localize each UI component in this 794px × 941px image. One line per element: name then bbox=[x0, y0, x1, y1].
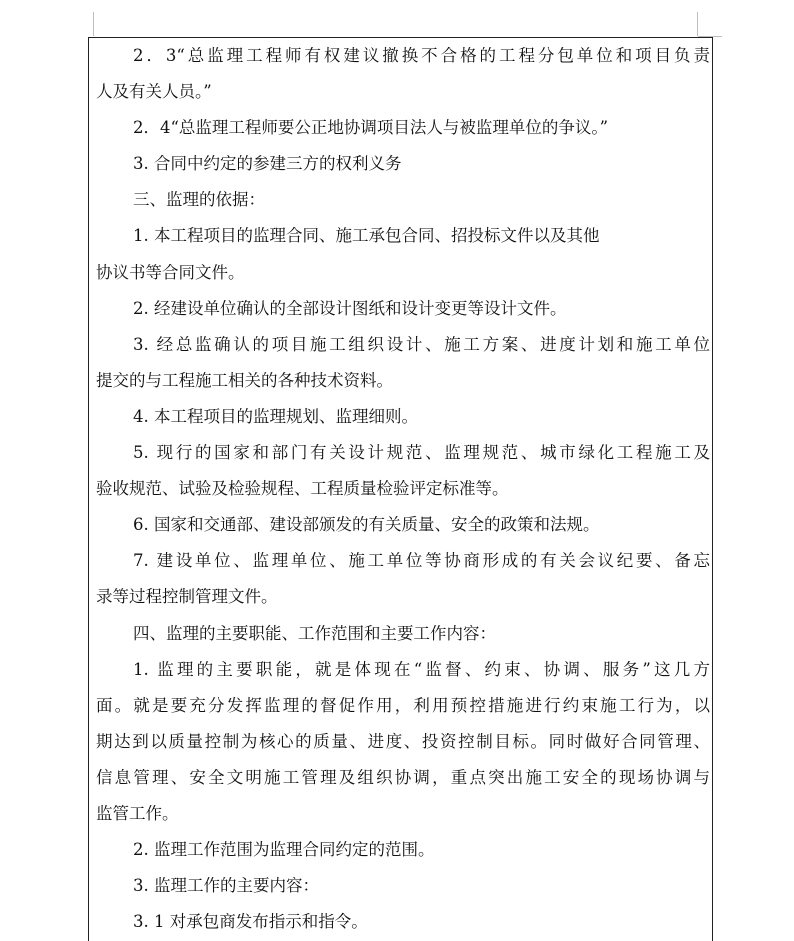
text-line: 三、监理的依据： bbox=[133, 190, 265, 210]
text-line: 2. 监理工作范围为监理合同约定的范围。 bbox=[133, 840, 435, 860]
text-line: 6. 国家和交通部、建设部颁发的有关质量、安全的政策和法规。 bbox=[133, 515, 600, 535]
text-line: 2．4“总监理工程师要公正地协调项目法人与被监理单位的争议。” bbox=[133, 118, 609, 138]
text-line: 信息管理、安全文明施工管理及组织协调，重点突出施工安全的现场协调与 bbox=[96, 767, 710, 787]
text-line: 四、监理的主要职能、工作范围和主要工作内容： bbox=[133, 623, 496, 643]
text-line: 1. 监理的主要职能，就是体现在“监督、约束、协调、服务”这几方 bbox=[133, 659, 710, 679]
text-line: 3. 监理工作的主要内容： bbox=[133, 876, 319, 896]
text-line: 提交的与工程施工相关的各种技术资料。 bbox=[96, 370, 393, 390]
text-line: 协议书等合同文件。 bbox=[96, 262, 245, 282]
text-line: 3. 1 对承包商发布指示和指令。 bbox=[133, 912, 368, 932]
text-line: 1. 本工程项目的监理合同、施工承包合同、招投标文件以及其他 bbox=[133, 226, 600, 246]
text-line: 7. 建设单位、监理单位、施工单位等协商形成的有关会议纪要、备忘 bbox=[133, 551, 710, 571]
page-corner-mark-right bbox=[697, 12, 698, 36]
text-line: 人及有关人员。” bbox=[96, 82, 212, 102]
text-line: 面。就是要充分发挥监理的督促作用，利用预控措施进行约束施工行为，以 bbox=[96, 695, 710, 715]
text-line: 3. 合同中约定的参建三方的权利义务 bbox=[133, 154, 402, 174]
text-line: 2．3“总监理工程师有权建议撤换不合格的工程分包单位和项目负责 bbox=[133, 46, 710, 65]
text-line: 录等过程控制管理文件。 bbox=[96, 587, 278, 607]
document-body bbox=[96, 38, 710, 940]
text-line: 4. 本工程项目的监理规划、监理细则。 bbox=[133, 406, 418, 426]
text-line: 监管工作。 bbox=[96, 803, 179, 823]
text-line: 验收规范、试验及检验规程、工程质量检验评定标准等。 bbox=[96, 479, 509, 499]
text-line: 5. 现行的国家和部门有关设计规范、监理规范、城市绿化工程施工及 bbox=[133, 443, 710, 463]
text-line: 3. 经总监确认的项目施工组织设计、施工方案、进度计划和施工单位 bbox=[133, 334, 710, 354]
text-line: 2. 经建设单位确认的全部设计图纸和设计变更等设计文件。 bbox=[133, 298, 567, 318]
page-corner-mark-left bbox=[93, 12, 94, 36]
text-line: 期达到以质量控制为核心的质量、进度、投资控制目标。同时做好合同管理、 bbox=[96, 731, 710, 751]
